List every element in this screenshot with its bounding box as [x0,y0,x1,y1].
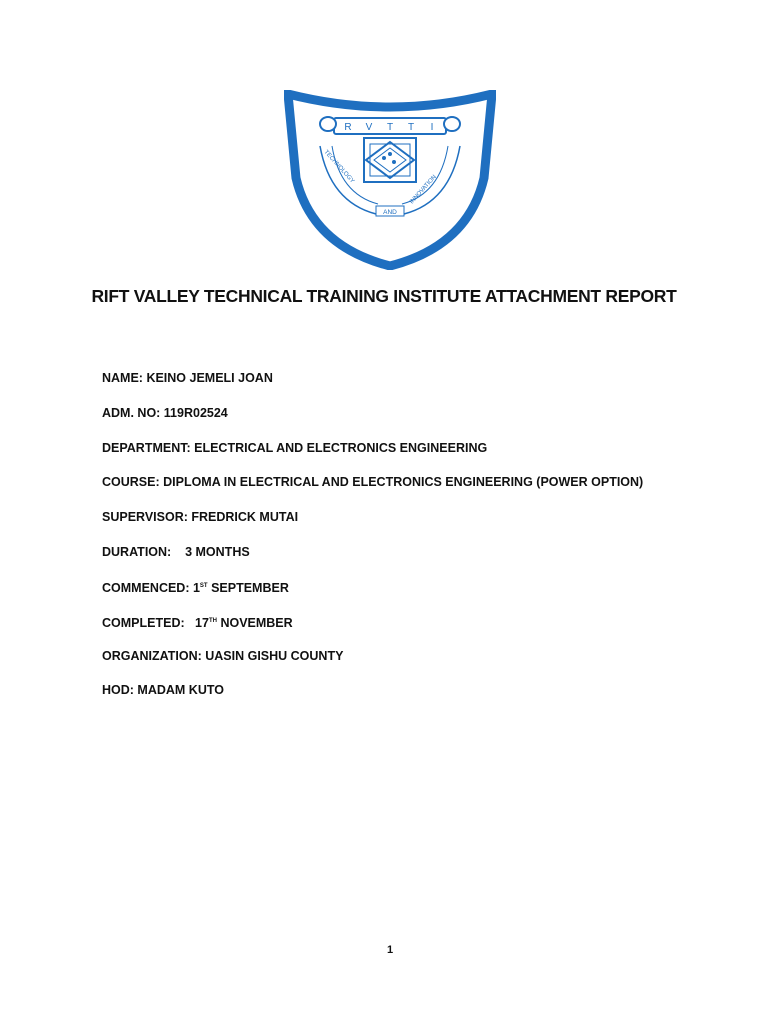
commenced-month: SEPTEMBER [207,581,289,595]
logo-letter: V [365,122,373,133]
supervisor-field: SUPERVISOR: FREDRICK MUTAI [102,510,299,524]
commenced-field [102,578,289,596]
logo-letter: R [344,122,352,133]
completed-field [102,613,293,631]
duration-field: DURATION: 3 MONTHS [102,545,250,559]
institute-logo [284,90,496,270]
hod-field: HOD: MADAM KUTO [102,683,224,697]
department-field: DEPARTMENT: ELECTRICAL AND ELECTRONICS ENGINEERING [102,441,488,455]
logo-bottom-word: AND [383,209,397,216]
logo-arc-right: INNOVATION [409,174,438,206]
logo-letter: T [386,122,394,133]
commenced-label: COMMENCED: 1 [102,581,200,595]
logo-letter: T [407,122,415,133]
completed-label: COMPLETED: 17 [102,616,209,630]
adm-number-field: ADM. NO: 119R02524 [102,406,228,420]
document-title: RIFT VALLEY TECHNICAL TRAINING INSTITUTE ATTACHMENT REPORT [91,286,677,306]
course-field: COURSE: DIPLOMA IN ELECTRICAL AND ELECTRONICS ENGINEERING (POWER OPTION) [102,475,644,489]
organization-field: ORGANIZATION: UASIN GISHU COUNTY [102,649,344,663]
completed-month: NOVEMBER [216,616,293,630]
logo-letter: I [430,122,434,133]
completed-ordinal: TH [208,618,217,624]
page-number: 1 [386,944,394,956]
commenced-ordinal: ST [199,583,208,589]
logo-arc-left: TECHNOLOGY [322,149,356,185]
name-field: NAME: KEINO JEMELI JOAN [102,371,273,385]
